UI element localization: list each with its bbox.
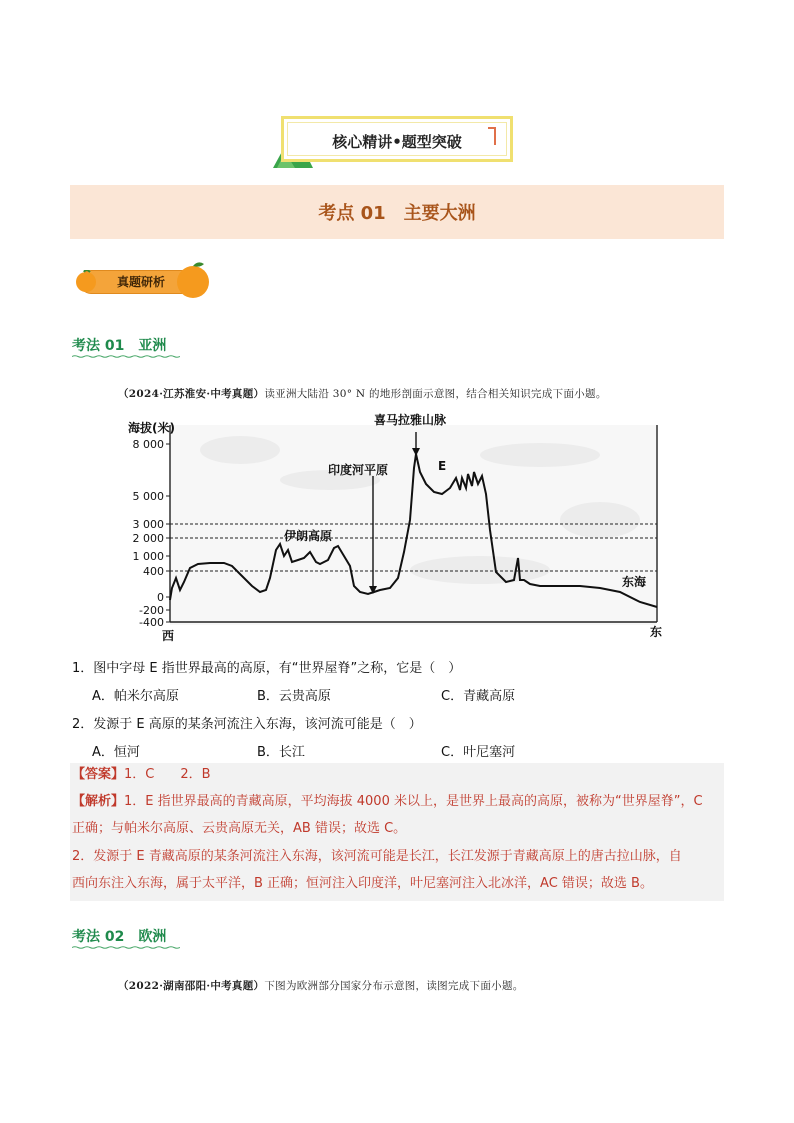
- y-tick-label: 3 000: [132, 518, 164, 531]
- option: A．帕米尔高原: [92, 689, 179, 704]
- question-stem: 2．发源于 E 高原的某条河流注入东海，该河流可能是（ ）: [72, 717, 422, 732]
- y-tick-label: 8 000: [132, 438, 164, 451]
- source-text: 读亚洲大陆沿 30° N 的地形剖面示意图，结合相关知识完成下面小题。: [264, 388, 607, 400]
- y-axis-label: 海拔(米): [128, 421, 175, 435]
- kaofa-title: 考法 02 欧洲: [72, 929, 167, 945]
- analysis-tag: 【解析】: [72, 794, 125, 809]
- exam-tag-label: 真题研析: [116, 275, 165, 289]
- analysis-line: 正确；与帕米尔高原、云贵高原无关，AB 错误；故选 C。: [72, 821, 407, 836]
- y-tick-label: -200: [139, 604, 164, 617]
- option: C．青藏高原: [441, 689, 516, 704]
- y-tick-label: 5 000: [132, 490, 164, 503]
- label-west: 西: [162, 629, 175, 643]
- label-east: 东: [650, 625, 663, 639]
- y-tick-label: 1 000: [132, 550, 164, 563]
- orange-icon: [174, 260, 212, 300]
- terrain-profile-chart: [120, 410, 680, 645]
- analysis-line: 2．发源于 E 青藏高原的某条河流注入东海，该河流可能是长江，长江发源于青藏高原上的唐古拉山脉，自: [72, 849, 682, 864]
- label-indus-plain: 印度河平原: [328, 463, 389, 477]
- wavy-underline: [72, 355, 180, 358]
- banner-frame: [281, 116, 513, 162]
- source-tag: （2024·江苏淮安·中考真题）: [118, 388, 265, 400]
- answer-tag: 【答案】: [72, 767, 125, 782]
- analysis-text: 1．E 指世界最高的青藏高原，平均海拔 4000 米以上，是世界上最高的高原，被称为“世界屋脊”，C: [124, 794, 703, 809]
- section-banner: [273, 116, 519, 166]
- label-e: E: [438, 459, 447, 473]
- label-east-sea: 东海: [622, 575, 647, 589]
- y-tick-label: 2 000: [132, 532, 164, 545]
- answer-line: [72, 763, 211, 786]
- label-iranian-plateau: 伊朗高原: [284, 529, 333, 543]
- orange-icon: [74, 270, 98, 294]
- question-source: [118, 978, 524, 993]
- analysis-line: 西向东注入东海，属于太平洋，B 正确；恒河注入印度洋，叶尼塞河注入北冰洋，AC 错误；故选 B。: [72, 876, 653, 891]
- option: A．恒河: [92, 745, 140, 760]
- answer-text: 1．C 2．B: [124, 767, 211, 782]
- exam-tag: [74, 258, 214, 302]
- option: B．长江: [257, 745, 305, 760]
- banner-title: 核心精讲•题型突破: [332, 133, 462, 151]
- y-tick-label: 0: [157, 591, 164, 604]
- y-tick-label: -400: [139, 616, 164, 629]
- question-stem: 1．图中字母 E 指世界最高的高原，有“世界屋脊”之称，它是（ ）: [72, 661, 462, 676]
- source-tag: （2022·湖南邵阳·中考真题）: [118, 980, 265, 992]
- y-tick-label: 400: [143, 565, 164, 578]
- option: C．叶尼塞河: [441, 745, 516, 760]
- wavy-underline: [72, 946, 180, 949]
- section-title: 考点 01 主要大洲: [318, 203, 476, 224]
- label-himalaya: 喜马拉雅山脉: [374, 413, 447, 427]
- question-source: [118, 386, 607, 401]
- source-text: 下图为欧洲部分国家分布示意图，读图完成下面小题。: [264, 980, 524, 992]
- kaofa-title: 考法 01 亚洲: [72, 338, 167, 354]
- option: B．云贵高原: [257, 689, 331, 704]
- section-header: [70, 185, 724, 239]
- analysis-line: [72, 790, 703, 813]
